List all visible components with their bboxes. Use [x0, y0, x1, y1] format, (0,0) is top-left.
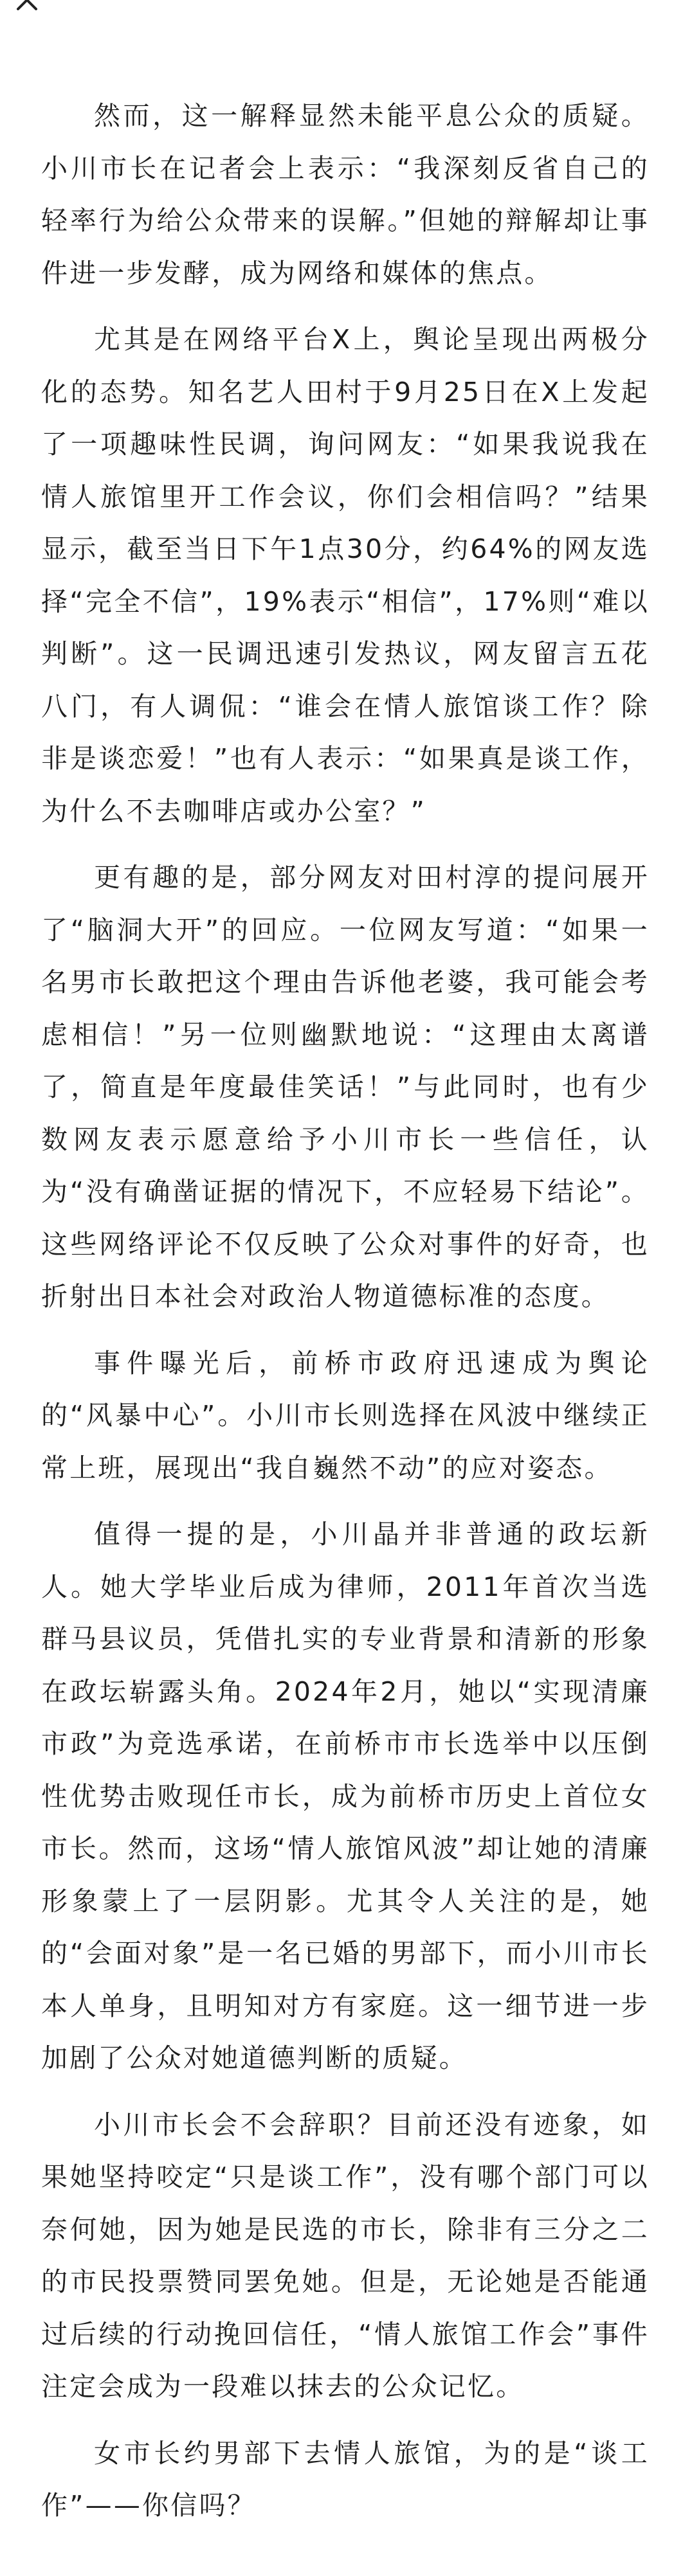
- article-body: [41, 90, 650, 2546]
- paragraph-2: 尤其是在网络平台X上，舆论呈现出两极分化的态势。知名艺人田村于9月25日在X上发起了一项趣味性民调，询问网友：“如果我说我在情人旅馆里开工作会议，你们会相信吗？”结果显示，截至当日下午1点30分，约64%的网友选择“完全不信”，19%表示“相信”，17%则“难以判断”。这一民调迅速引发热议，网友留言五花八门，有人调侃：“谁会在情人旅馆谈工作？除非是谈恋爱！”也有人表示：“如果真是谈工作，为什么不去咖啡店或办公室？”: [41, 324, 650, 827]
- paragraph-1: 然而，这一解释显然未能平息公众的质疑。小川市长在记者会上表示：“我深刻反省自己的轻率行为给公众带来的误解。”但她的辩解却让事件进一步发酵，成为网络和媒体的焦点。: [41, 100, 650, 289]
- paragraph-3: 更有趣的是，部分网友对田村淳的提问展开了“脑洞大开”的回应。一位网友写道：“如果一名男市长敢把这个理由告诉他老婆，我可能会考虑相信！”另一位则幽默地说：“这理由太离谱了，简直是年度最佳笑话！”与此同时，也有少数网友表示愿意给予小川市长一些信任，认为“没有确凿证据的情况下，不应轻易下结论”。这些网络评论不仅反映了公众对事件的好奇，也折射出日本社会对政治人物道德标准的态度。: [41, 862, 650, 1312]
- paragraph-6: 小川市长会不会辞职？目前还没有迹象，如果她坚持咬定“只是谈工作”，没有哪个部门可以奈何她，因为她是民选的市长，除非有三分之二的市民投票赞同罢免她。但是，无论她是否能通过后续的行动挽回信任，“情人旅馆工作会”事件注定会成为一段难以抹去的公众记忆。: [41, 2109, 650, 2402]
- paragraph-7: 女市长约男部下去情人旅馆，为的是“谈工作”——你信吗？: [41, 2437, 650, 2521]
- close-icon: [13, 0, 41, 14]
- top-bar: [0, 0, 692, 22]
- close-button[interactable]: [13, 0, 41, 14]
- paragraph-4: 事件曝光后，前桥市政府迅速成为舆论的“风暴中心”。小川市长则选择在风波中继续正常上班，展现出“我自巍然不动”的应对姿态。: [41, 1347, 650, 1483]
- paragraph-5: 值得一提的是，小川晶并非普通的政坛新人。她大学毕业后成为律师，2011年首次当选群马县议员，凭借扎实的专业背景和清新的形象在政坛崭露头角。2024年2月，她以“实现清廉市政”为竞选承诺，在前桥市市长选举中以压倒性优势击败现任市长，成为前桥市历史上首位女市长。然而，这场“情人旅馆风波”却让她的清廉形象蒙上了一层阴影。尤其令人关注的是，她的“会面对象”是一名已婚的男部下，而小川市长本人单身，且明知对方有家庭。这一细节进一步加剧了公众对她道德判断的质疑。: [41, 1519, 650, 2073]
